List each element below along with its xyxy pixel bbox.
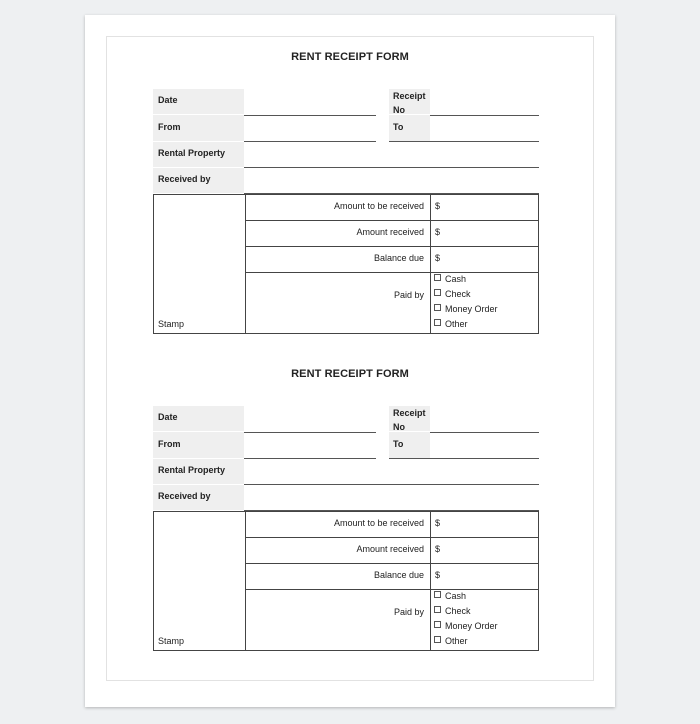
stamp-label: Stamp [158,636,185,646]
date-field[interactable] [244,432,376,433]
receipt-no-label-line2: No [393,422,405,432]
paid-by-label: Paid by [393,290,424,300]
to-label: To [393,439,404,449]
payment-table [153,511,539,651]
receipt-no-field[interactable] [430,432,539,433]
checkbox-icon [434,591,441,598]
amount-to-be-received-value[interactable]: $ [435,518,441,528]
rent-receipt-form-1 [85,15,615,329]
money-order-option-label: Money Order [445,304,498,314]
balance-due-value[interactable]: $ [435,253,441,263]
amount-to-be-received-value[interactable]: $ [435,201,441,211]
checkbox-icon [434,319,441,326]
row-divider [245,272,539,273]
row-divider [245,537,539,538]
form-title: RENT RECEIPT FORM [291,51,409,63]
to-field[interactable] [389,141,539,142]
from-field[interactable] [244,458,376,459]
amount-to-be-received-label: Amount to be received [333,201,424,211]
cash-option-label: Cash [445,274,467,284]
amount-to-be-received-label: Amount to be received [333,518,424,528]
check-checkbox[interactable] [434,289,471,299]
cash-option-label: Cash [445,591,467,601]
payment-table [153,194,539,334]
receipt-no-label-line2: No [393,105,405,115]
document-page [85,15,615,707]
check-checkbox[interactable] [434,606,471,616]
checkbox-icon [434,304,441,311]
row-divider [245,220,539,221]
from-label: From [158,439,181,449]
cash-checkbox[interactable] [434,274,466,284]
receipt-no-label-line1: Receipt [393,91,426,101]
money-order-option-label: Money Order [445,621,498,631]
stamp-label: Stamp [158,319,185,329]
row-divider [245,589,539,590]
received-by-label: Received by [158,174,211,184]
check-option-label: Check [445,289,471,299]
stamp-divider [245,512,246,650]
rental-property-label: Rental Property [158,465,226,475]
to-field[interactable] [389,458,539,459]
other-checkbox[interactable] [434,319,468,329]
money-order-checkbox[interactable] [434,621,498,631]
date-field[interactable] [244,115,376,116]
cash-checkbox[interactable] [434,591,466,601]
balance-due-label: Balance due [373,570,424,580]
checkbox-icon [434,274,441,281]
amount-received-label: Amount received [356,227,424,237]
paid-by-label: Paid by [393,607,424,617]
rental-property-field[interactable] [244,484,539,485]
other-option-label: Other [445,636,468,646]
value-divider [430,195,431,333]
checkbox-icon [434,606,441,613]
amount-received-label: Amount received [356,544,424,554]
check-option-label: Check [445,606,471,616]
row-divider [245,246,539,247]
from-label: From [158,122,181,132]
row-divider [245,563,539,564]
from-field[interactable] [244,141,376,142]
amount-received-value[interactable]: $ [435,227,441,237]
receipt-no-label-line1: Receipt [393,408,426,418]
to-label: To [393,122,404,132]
stamp-divider [245,195,246,333]
date-label: Date [158,412,178,422]
form-title: RENT RECEIPT FORM [291,368,409,380]
other-checkbox[interactable] [434,636,468,646]
other-option-label: Other [445,319,468,329]
checkbox-icon [434,636,441,643]
received-by-label: Received by [158,491,211,501]
amount-received-value[interactable]: $ [435,544,441,554]
receipt-no-field[interactable] [430,115,539,116]
checkbox-icon [434,289,441,296]
rental-property-label: Rental Property [158,148,226,158]
rental-property-field[interactable] [244,167,539,168]
balance-due-label: Balance due [373,253,424,263]
rent-receipt-form-2 [85,332,615,646]
date-label: Date [158,95,178,105]
checkbox-icon [434,621,441,628]
money-order-checkbox[interactable] [434,304,498,314]
balance-due-value[interactable]: $ [435,570,441,580]
value-divider [430,512,431,650]
